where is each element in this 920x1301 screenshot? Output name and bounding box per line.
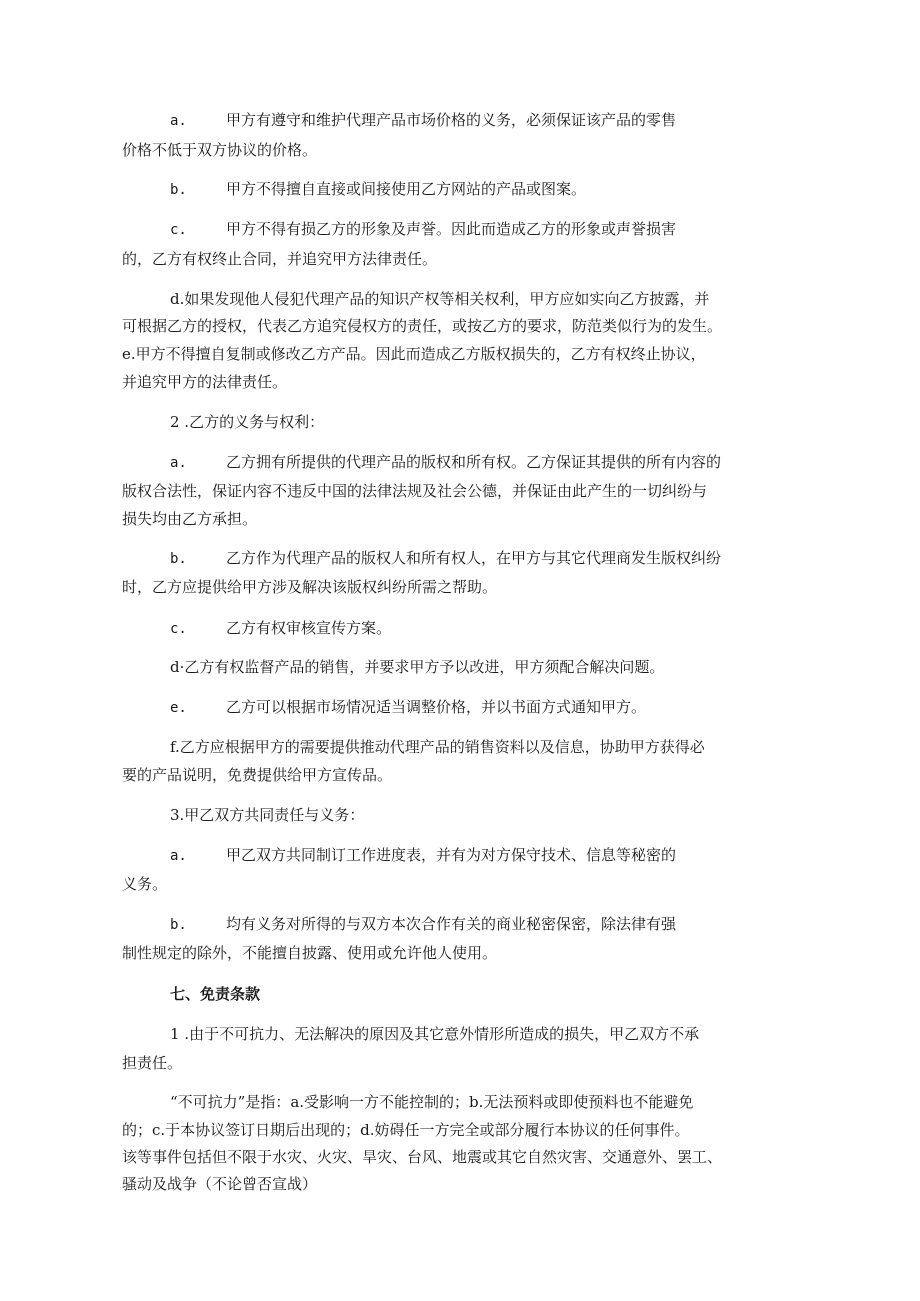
paragraph-a-line-2: 价格不低于双方协议的价格。 xyxy=(122,141,318,159)
item-marker: a. xyxy=(170,455,187,471)
paragraph-2a-line-3: 损失均由乙方承担。 xyxy=(122,510,258,528)
paragraph-e-line-1: e.甲方不得擅自复制或修改乙方产品。因此而造成乙方版权损失的，乙方有权终止协议， xyxy=(122,345,706,363)
paragraph-2f-line-2: 要的产品说明，免费提供给甲方宣传品。 xyxy=(122,766,393,784)
item-marker: c. xyxy=(170,621,187,637)
paragraph-3b-line-2: 制性规定的除外，不能擅自披露、使用或允许他人使用。 xyxy=(122,944,498,962)
paragraph-c-line-2: 的，乙方有权终止合同，并追究甲方法律责任。 xyxy=(122,250,438,268)
paragraph-7-1-line-2: 担责任。 xyxy=(122,1054,183,1072)
paragraph-2f-line-1: f.乙方应根据甲方的需要提供推动代理产品的销售资料以及信息，协助甲方获得必 xyxy=(170,738,705,756)
force-majeure-line-2: 的；c.于本协议签订日期后出现的；d.妨碍任一方完全或部分履行本协议的任何事件。 xyxy=(122,1121,690,1139)
paragraph-3a-line-2: 义务。 xyxy=(122,875,168,893)
paragraph-3b-line-1: b. 均有义务对所得的与双方本次合作有关的商业秘密保密，除法律有强 xyxy=(170,915,677,933)
paragraph-a-line-1: a. 甲方有遵守和维护代理产品市场价格的义务，必须保证该产品的零售 xyxy=(170,111,677,129)
item-marker: e. xyxy=(170,700,187,716)
item-marker: c. xyxy=(170,222,187,238)
section-7-heading: 七、免责条款 xyxy=(170,985,261,1003)
section-2-heading: 2 .乙方的义务与权利： xyxy=(170,413,325,431)
paragraph-3a-line-1: a. 甲乙双方共同制订工作进度表，并有为对方保守技术、信息等秘密的 xyxy=(170,846,677,864)
item-marker: b. xyxy=(170,917,187,933)
paragraph-7-1-line-1: 1 .由于不可抗力、无法解决的原因及其它意外情形所造成的损失，甲乙双方不承 xyxy=(170,1025,700,1043)
force-majeure-line-4: 骚动及战争（不论曾否宣战） xyxy=(122,1175,318,1193)
item-marker: b. xyxy=(170,551,187,567)
paragraph-b-line-1: b. 甲方不得擅自直接或间接使用乙方网站的产品或图案。 xyxy=(170,180,587,198)
paragraph-c-line-1: c. 甲方不得有损乙方的形象及声誉。因此而造成乙方的形象或声誉损害 xyxy=(170,220,677,238)
force-majeure-line-3: 该等事件包括但不限于水灾、火灾、旱灾、台风、地震或其它自然灾害、交通意外、罢工、 xyxy=(122,1148,723,1166)
paragraph-e-line-2: 并追究甲方的法律责任。 xyxy=(122,373,288,391)
paragraph-2b-line-2: 时，乙方应提供给甲方涉及解决该版权纠纷所需之帮助。 xyxy=(122,578,498,596)
paragraph-2c-line-1: c. 乙方有权审核宣传方案。 xyxy=(170,619,392,637)
item-marker: b. xyxy=(170,182,187,198)
item-marker: a. xyxy=(170,113,187,129)
section-3-heading: 3.甲乙双方共同责任与义务： xyxy=(170,806,365,824)
paragraph-2b-line-1: b. 乙方作为代理产品的版权人和所有权人，在甲方与其它代理商发生版权纠纷 xyxy=(170,549,722,567)
paragraph-d-line-1: d.如果发现他人侵犯代理产品的知识产权等相关权利，甲方应如实向乙方披露，并 xyxy=(170,290,710,308)
paragraph-2a-line-1: a. 乙方拥有所提供的代理产品的版权和所有权。乙方保证其提供的所有内容的 xyxy=(170,453,722,471)
item-marker: a. xyxy=(170,848,187,864)
paragraph-2e-line-1: e. 乙方可以根据市场情况适当调整价格，并以书面方式通知甲方。 xyxy=(170,698,647,716)
paragraph-2d-line-1: d·乙方有权监督产品的销售，并要求甲方予以改进，甲方须配合解决问题。 xyxy=(170,658,665,676)
paragraph-d-line-2: 可根据乙方的授权，代表乙方追究侵权方的责任，或按乙方的要求，防范类似行为的发生。 xyxy=(122,317,723,335)
paragraph-2a-line-2: 版权合法性，保证内容不违反中国的法律法规及社会公德，并保证由此产生的一切纠纷与 xyxy=(122,482,708,500)
force-majeure-line-1: “不可抗力”是指：a.受影响一方不能控制的；b.无法预料或即使预料也不能避免 xyxy=(170,1093,694,1111)
